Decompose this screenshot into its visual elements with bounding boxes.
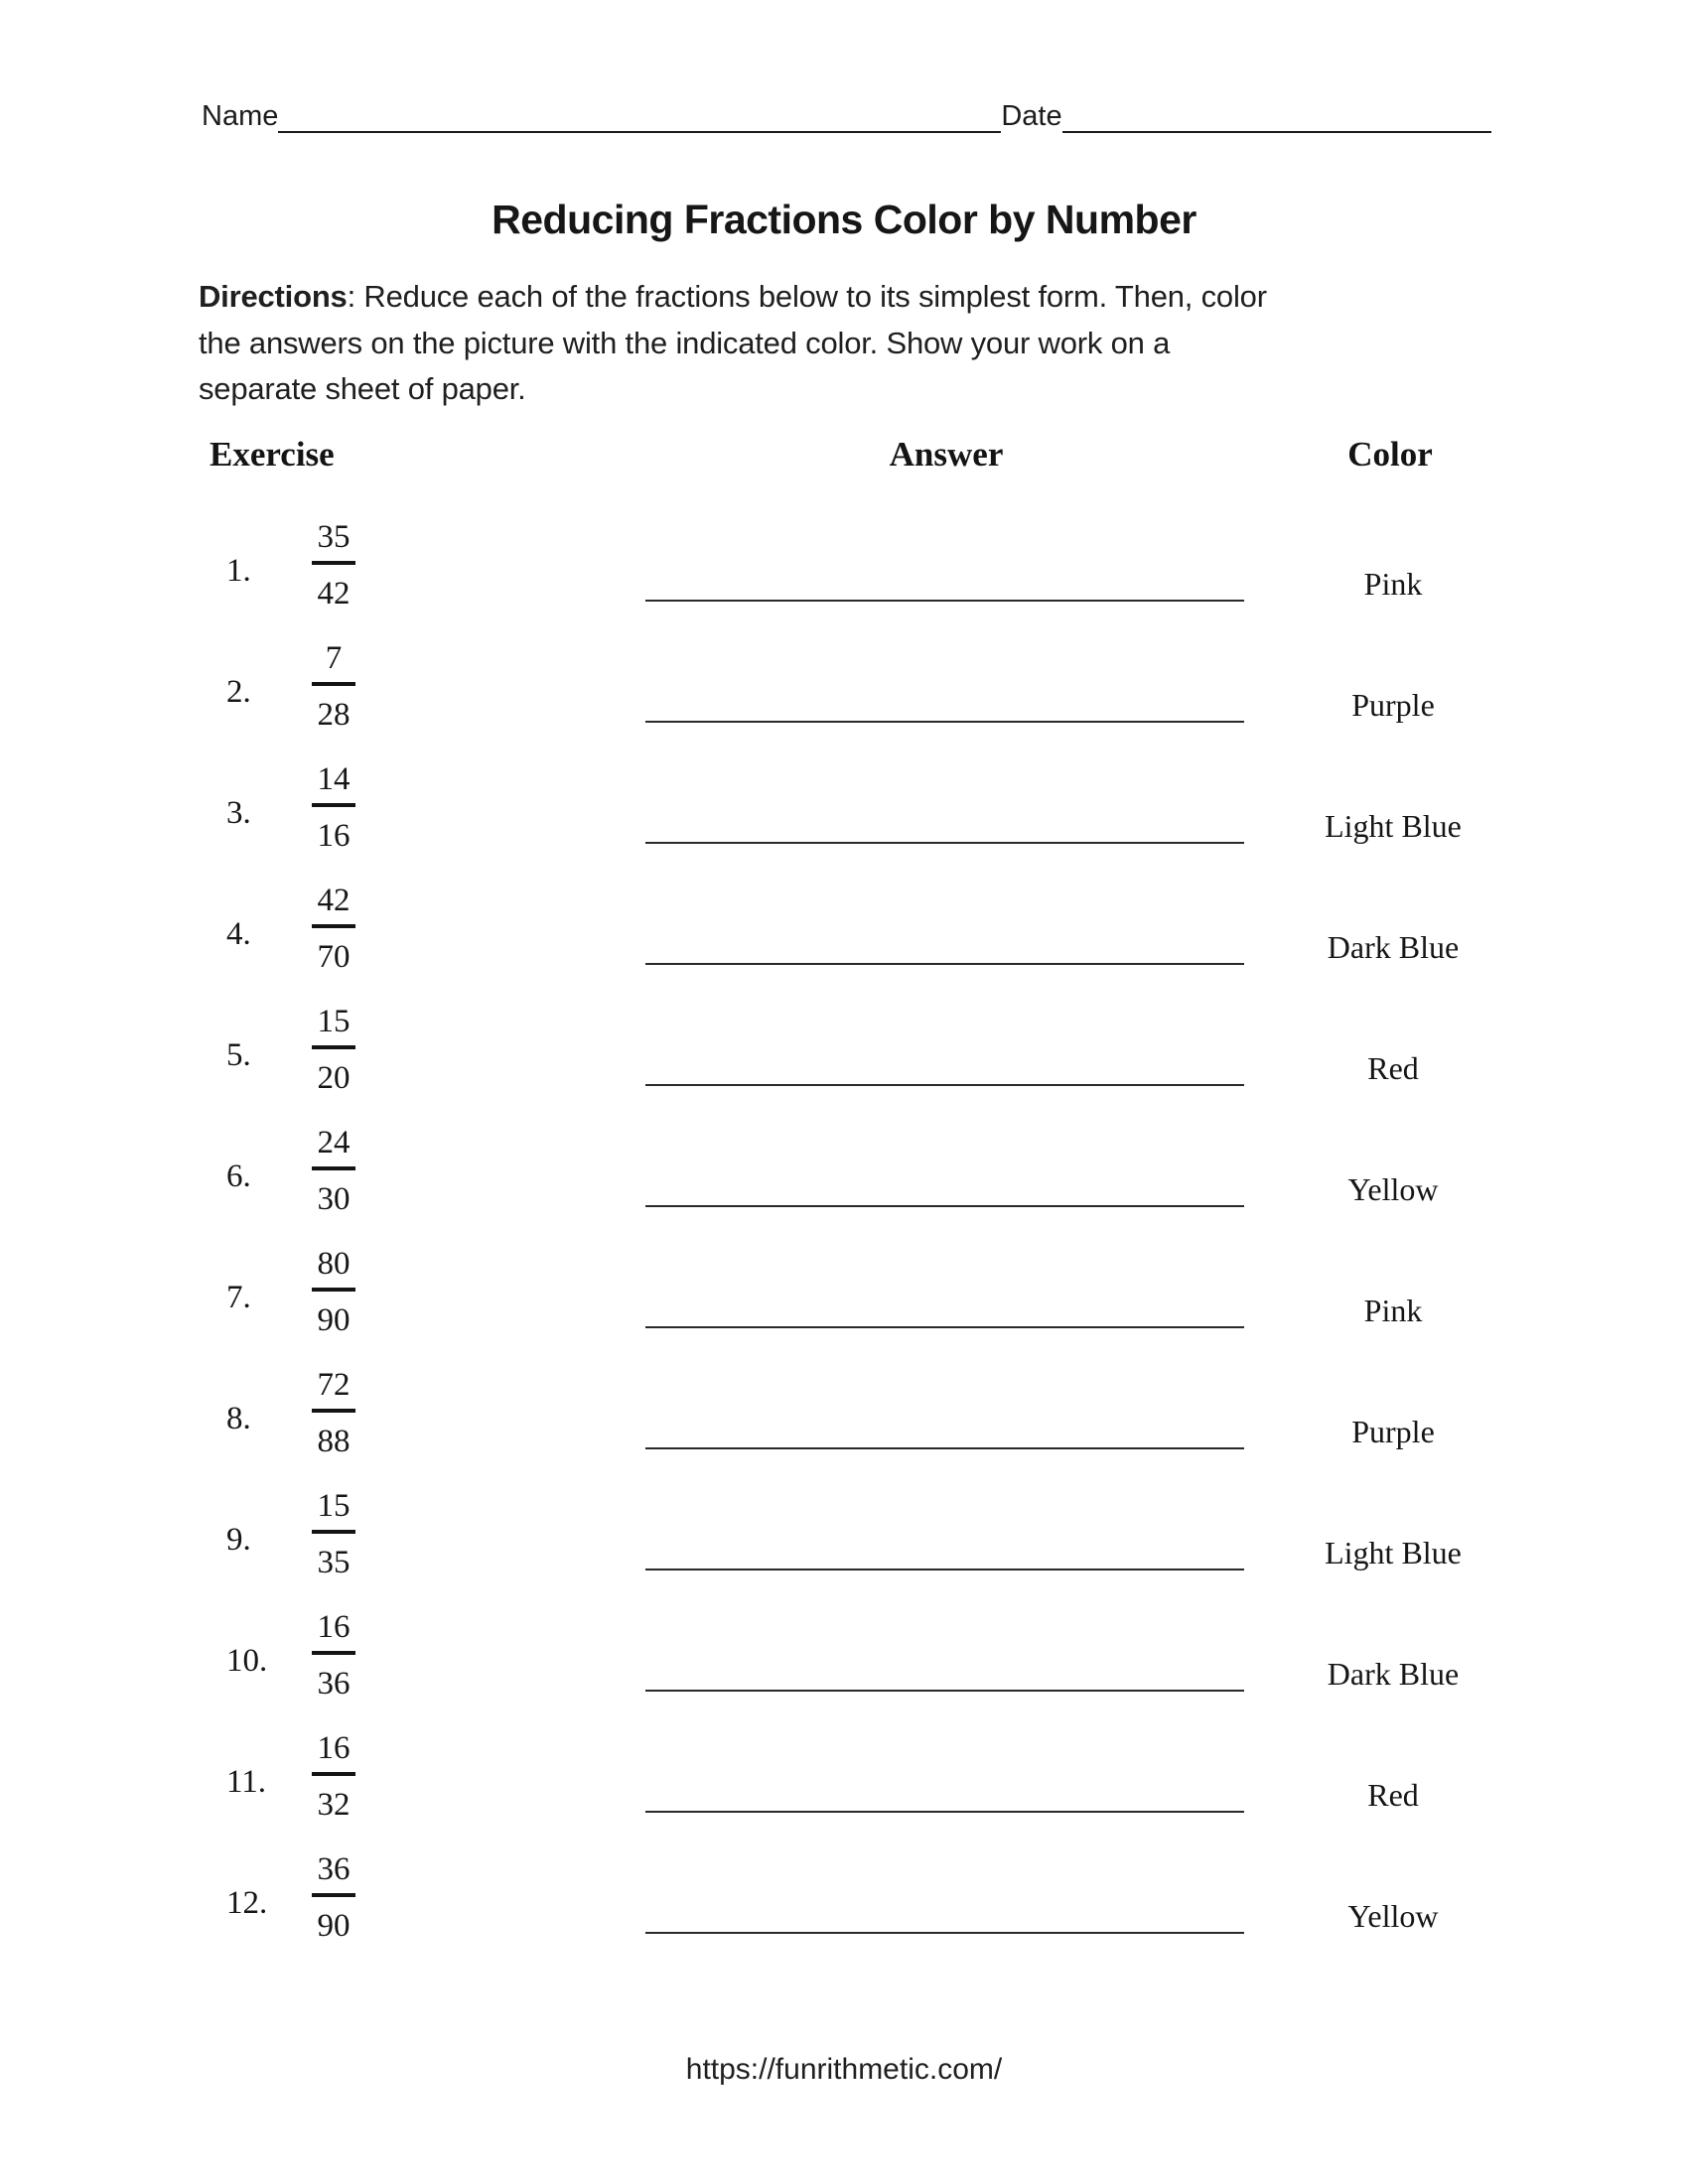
footer-url[interactable]: https://funrithmetic.com/	[685, 2053, 1003, 2086]
fraction-numerator: 80	[317, 1246, 351, 1282]
column-header-exercise: Exercise	[210, 435, 335, 474]
directions-line-1	[199, 274, 1549, 321]
exercise-number: 1.	[226, 553, 251, 589]
fraction-numerator: 42	[317, 883, 351, 918]
table-row	[0, 1713, 1688, 1835]
fraction-denominator: 88	[317, 1424, 351, 1459]
answer-blank-line[interactable]	[645, 1592, 1244, 1692]
name-blank-line[interactable]	[278, 101, 1001, 133]
fraction-bar	[312, 1651, 355, 1655]
color-label: Dark Blue	[1327, 1656, 1460, 1692]
fraction-numerator: 35	[317, 519, 351, 555]
fraction-numerator: 7	[325, 640, 343, 676]
directions-line-2: the answers on the picture with the indicated color. Show your work on a	[199, 325, 1171, 360]
exercise-fraction	[294, 637, 373, 732]
exercise-fraction	[294, 1485, 373, 1579]
fraction-numerator: 16	[317, 1609, 351, 1645]
directions-paragraph	[199, 274, 1549, 413]
table-row	[0, 745, 1688, 866]
fraction-denominator: 16	[317, 818, 351, 854]
fraction-denominator: 20	[317, 1060, 351, 1096]
table-row	[0, 1471, 1688, 1592]
exercise-rows	[0, 502, 1688, 1956]
fraction-denominator: 28	[317, 697, 351, 733]
table-row	[0, 623, 1688, 745]
table-row	[0, 1229, 1688, 1350]
answer-blank-line[interactable]	[645, 987, 1244, 1086]
answer-blank-line[interactable]	[645, 502, 1244, 602]
color-label: Pink	[1363, 1293, 1423, 1328]
column-header-answer: Answer	[889, 435, 1004, 474]
fraction-bar	[312, 1893, 355, 1897]
fraction-denominator: 70	[317, 939, 351, 975]
fraction-numerator: 15	[317, 1488, 351, 1524]
fraction-bar	[312, 1045, 355, 1049]
fraction-numerator: 24	[317, 1125, 351, 1160]
exercise-number: 4.	[226, 916, 251, 952]
answer-blank-line[interactable]	[645, 1350, 1244, 1449]
answer-blank-line[interactable]	[645, 745, 1244, 844]
answer-blank-line[interactable]	[645, 1471, 1244, 1570]
fraction-bar	[312, 1530, 355, 1534]
fraction-denominator: 35	[317, 1545, 351, 1580]
color-label: Purple	[1351, 1414, 1435, 1449]
fraction-numerator: 16	[317, 1730, 351, 1766]
fraction-bar	[312, 561, 355, 565]
color-label: Light Blue	[1325, 1535, 1462, 1570]
directions-label: Directions	[199, 279, 348, 314]
exercise-number: 5.	[226, 1037, 251, 1073]
table-row	[0, 1592, 1688, 1713]
table-row	[0, 502, 1688, 623]
fraction-numerator: 36	[317, 1851, 351, 1887]
fraction-denominator: 32	[317, 1787, 351, 1823]
fraction-bar	[312, 682, 355, 686]
fraction-denominator: 30	[317, 1181, 351, 1217]
color-label: Purple	[1351, 687, 1435, 723]
fraction-bar	[312, 924, 355, 928]
exercise-fraction	[294, 516, 373, 611]
table-row	[0, 866, 1688, 987]
table-header-row	[0, 435, 1688, 475]
page-title: Reducing Fractions Color by Number	[492, 197, 1196, 242]
exercise-number: 11.	[226, 1764, 267, 1800]
exercise-fraction	[294, 1848, 373, 1943]
table-row	[0, 987, 1688, 1108]
answer-blank-line[interactable]	[645, 866, 1244, 965]
answer-blank-line[interactable]	[645, 1108, 1244, 1207]
directions-line-1-text: : Reduce each of the fractions below to its simplest form. Then, color	[347, 279, 1267, 314]
fraction-bar	[312, 1772, 355, 1776]
fraction-bar	[312, 1409, 355, 1413]
color-label: Red	[1367, 1777, 1419, 1813]
exercise-number: 8.	[226, 1401, 251, 1436]
exercise-number: 3.	[226, 795, 251, 831]
exercise-number: 7.	[226, 1280, 251, 1315]
color-label: Red	[1367, 1050, 1419, 1086]
table-row	[0, 1835, 1688, 1956]
fraction-denominator: 90	[317, 1302, 351, 1338]
fraction-numerator: 15	[317, 1004, 351, 1039]
date-blank-line[interactable]	[1062, 101, 1491, 133]
exercise-fraction	[294, 1243, 373, 1337]
answer-blank-line[interactable]	[645, 1713, 1244, 1813]
exercise-fraction	[294, 880, 373, 974]
exercise-number: 2.	[226, 674, 251, 710]
fraction-numerator: 72	[317, 1367, 351, 1403]
exercise-number: 9.	[226, 1522, 251, 1558]
name-label: Name	[202, 100, 279, 132]
fraction-denominator: 36	[317, 1666, 351, 1702]
exercise-fraction	[294, 1727, 373, 1822]
exercise-number: 10.	[226, 1643, 268, 1679]
exercise-fraction	[294, 1001, 373, 1095]
exercise-fraction	[294, 1364, 373, 1458]
exercise-number: 6.	[226, 1159, 251, 1194]
directions-line-3: separate sheet of paper.	[199, 371, 526, 406]
color-label: Pink	[1363, 566, 1423, 602]
color-label: Yellow	[1347, 1171, 1439, 1207]
exercise-number: 12.	[226, 1885, 268, 1921]
fraction-denominator: 42	[317, 576, 351, 612]
exercise-fraction	[294, 1122, 373, 1216]
name-date-row	[202, 99, 1491, 133]
date-label: Date	[1001, 100, 1062, 132]
column-header-color: Color	[1347, 435, 1433, 474]
color-label: Dark Blue	[1327, 929, 1460, 965]
color-label: Light Blue	[1325, 808, 1462, 844]
answer-blank-line[interactable]	[645, 623, 1244, 723]
answer-blank-line[interactable]	[645, 1229, 1244, 1328]
fraction-bar	[312, 803, 355, 807]
fraction-numerator: 14	[317, 761, 351, 797]
answer-blank-line[interactable]	[645, 1835, 1244, 1934]
table-row	[0, 1108, 1688, 1229]
fraction-bar	[312, 1288, 355, 1292]
fraction-bar	[312, 1166, 355, 1170]
exercise-fraction	[294, 758, 373, 853]
exercise-fraction	[294, 1606, 373, 1701]
table-row	[0, 1350, 1688, 1471]
fraction-denominator: 90	[317, 1908, 351, 1944]
color-label: Yellow	[1347, 1898, 1439, 1934]
